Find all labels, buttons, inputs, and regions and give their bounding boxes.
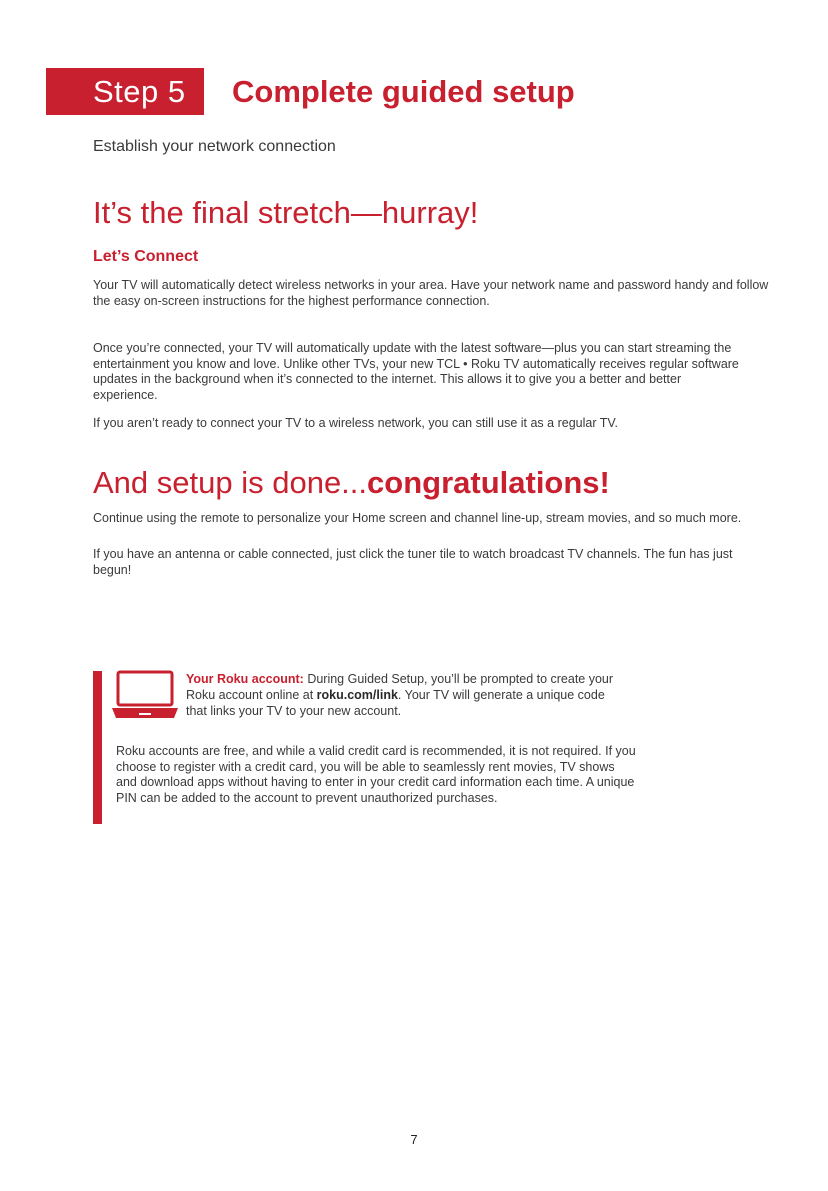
heading-bold-part: congratulations! (367, 465, 610, 500)
paragraph-software-update: Once you’re connected, your TV will automatically update with the latest software—plus you can start streaming the entertainment you know and love. Unlike other TVs, your new TCL • Roku TV automatically receives regular software updates in the background when it’s connected to the internet. This allows it to give you a better and better experience. (93, 341, 739, 402)
laptop-icon (111, 670, 179, 720)
callout-accent-bar (93, 671, 102, 824)
page-number: 7 (410, 1132, 418, 1147)
paragraph-personalize: Continue using the remote to personalize your Home screen and channel line-up, stream movies, and so much more. (93, 511, 742, 525)
roku-link[interactable]: roku.com/link (316, 688, 398, 702)
section-heading-setup-done (93, 464, 610, 502)
section-subheading-lets-connect: Let’s Connect (93, 248, 199, 265)
section-heading-final-stretch: It’s the final stretch—hurray! (93, 195, 479, 230)
paragraph-network-detect: Your TV will automatically detect wireless networks in your area. Have your network name and password handy and follow the easy on-screen instructions for the highest performance connection. (93, 278, 769, 308)
callout-roku-account (186, 671, 626, 719)
page-title: Complete guided setup (232, 74, 575, 109)
callout-text-before-link: During Guided Setup, you’ll be prompted to create your Roku account online at (186, 672, 614, 702)
callout-lead: Your Roku account: (186, 672, 304, 686)
heading-plain-part: And setup is done... (93, 465, 368, 500)
paragraph-antenna: If you have an antenna or cable connected, just click the tuner tile to watch broadcast TV channels. The fun has just begun! (93, 547, 733, 577)
callout-text-after-link: . Your TV will generate a unique code that links your TV to your new account. (186, 688, 605, 718)
page-subtitle: Establish your network connection (93, 138, 336, 155)
callout-body: Roku accounts are free, and while a valid credit card is recommended, it is not required. If you choose to register with a credit card, you will be able to seamlessly rent movies, TV shows and download apps without having to enter in your credit card information each time. A unique PIN can be added to the account to prevent unauthorized purchases. (116, 744, 636, 805)
paragraph-regular-tv: If you aren’t ready to connect your TV to a wireless network, you can still use it as a regular TV. (93, 416, 619, 430)
step-badge: Step 5 (46, 68, 204, 115)
